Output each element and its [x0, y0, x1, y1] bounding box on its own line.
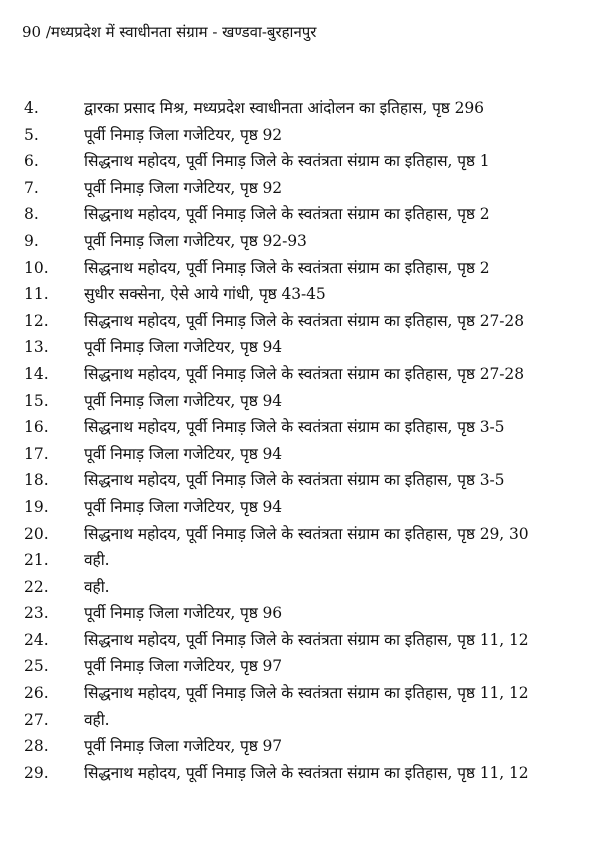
endnote-number: 12.: [24, 311, 49, 330]
endnote-item: [0, 334, 600, 361]
endnote-item: [0, 521, 600, 548]
endnote-number: 13.: [24, 338, 49, 357]
endnote-citation: सिद्धनाथ महोदय, पूर्वी निमाड़ जिले के स्वतंत्रता संग्राम का इतिहास, पृष्ठ 27-28: [84, 364, 524, 383]
endnote-item: [0, 361, 600, 388]
endnote-number: 29.: [24, 763, 49, 782]
endnote-citation: सिद्धनाथ महोदय, पूर्वी निमाड़ जिले के स्वतंत्रता संग्राम का इतिहास, पृष्ठ 1: [84, 152, 490, 171]
endnote-number: 21.: [24, 551, 49, 570]
endnote-item: [0, 414, 600, 441]
endnote-number: 24.: [24, 630, 49, 649]
endnote-item: [0, 441, 600, 468]
endnote-citation: पूर्वी निमाड़ जिला गजेटियर, पृष्ठ 94: [84, 444, 283, 463]
endnote-citation: वही.: [84, 710, 110, 729]
endnote-item: [0, 467, 600, 494]
endnote-number: 4.: [24, 99, 39, 117]
endnote-item: [0, 733, 600, 760]
endnote-number: 17.: [24, 444, 49, 463]
endnote-item: [0, 175, 600, 202]
endnote-item: [0, 574, 600, 601]
endnote-item: [0, 255, 600, 282]
endnote-citation: वही.: [84, 551, 110, 570]
endnote-number: 8.: [24, 205, 39, 224]
endnote-citation: पूर्वी निमाड़ जिला गजेटियर, पृष्ठ 96: [84, 604, 283, 623]
endnote-number: 11.: [24, 285, 49, 304]
endnote-citation: पूर्वी निमाड़ जिला गजेटियर, पृष्ठ 94: [84, 391, 283, 410]
endnote-citation: सिद्धनाथ महोदय, पूर्वी निमाड़ जिले के स्वतंत्रता संग्राम का इतिहास, पृष्ठ 2: [84, 258, 490, 277]
endnote-citation: वही.: [84, 577, 110, 596]
endnote-number: 27.: [24, 710, 49, 729]
endnote-citation: पूर्वी निमाड़ जिला गजेटियर, पृष्ठ 97: [84, 657, 283, 676]
endnote-citation: पूर्वी निमाड़ जिला गजेटियर, पृष्ठ 94: [84, 338, 283, 357]
endnotes-list: [0, 95, 600, 786]
endnote-number: 9.: [24, 231, 39, 250]
endnote-item: [0, 201, 600, 228]
endnote-citation: पूर्वी निमाड़ जिला गजेटियर, पृष्ठ 92: [84, 178, 283, 197]
endnote-item: [0, 148, 600, 175]
endnote-item: [0, 680, 600, 707]
endnote-number: 16.: [24, 418, 49, 437]
endnote-number: 26.: [24, 684, 49, 703]
endnote-citation: सिद्धनाथ महोदय, पूर्वी निमाड़ जिले के स्वतंत्रता संग्राम का इतिहास, पृष्ठ 11, 12: [84, 763, 529, 782]
endnote-item: [0, 653, 600, 680]
endnote-citation: सिद्धनाथ महोदय, पूर्वी निमाड़ जिले के स्वतंत्रता संग्राम का इतिहास, पृष्ठ 11, 12: [84, 630, 529, 649]
endnote-number: 10.: [24, 258, 49, 277]
endnote-item: [0, 95, 600, 122]
endnote-number: 19.: [24, 497, 49, 516]
endnote-item: [0, 228, 600, 255]
endnote-citation: सिद्धनाथ महोदय, पूर्वी निमाड़ जिले के स्वतंत्रता संग्राम का इतिहास, पृष्ठ 3-5: [84, 471, 505, 490]
endnote-item: [0, 600, 600, 627]
page-header: 90 /मध्यप्रदेश में स्वाधीनता संग्राम - खण्डवा-बुरहानपुर: [22, 23, 317, 41]
endnote-item: [0, 707, 600, 734]
endnote-citation: पूर्वी निमाड़ जिला गजेटियर, पृष्ठ 92: [84, 125, 283, 144]
endnote-citation: सिद्धनाथ महोदय, पूर्वी निमाड़ जिले के स्वतंत्रता संग्राम का इतिहास, पृष्ठ 29, 30: [84, 524, 529, 543]
endnote-item: [0, 627, 600, 654]
endnote-citation: पूर्वी निमाड़ जिला गजेटियर, पृष्ठ 97: [84, 737, 283, 756]
endnote-citation: पूर्वी निमाड़ जिला गजेटियर, पृष्ठ 92-93: [84, 231, 307, 250]
endnote-item: [0, 308, 600, 335]
endnote-citation: सिद्धनाथ महोदय, पूर्वी निमाड़ जिले के स्वतंत्रता संग्राम का इतिहास, पृष्ठ 11, 12: [84, 684, 529, 703]
endnote-citation: पूर्वी निमाड़ जिला गजेटियर, पृष्ठ 94: [84, 497, 283, 516]
endnote-number: 22.: [24, 577, 49, 596]
endnote-item: [0, 760, 600, 787]
endnote-item: [0, 388, 600, 415]
endnote-number: 23.: [24, 604, 49, 623]
endnote-number: 28.: [24, 737, 49, 756]
endnote-number: 18.: [24, 471, 49, 490]
endnote-number: 14.: [24, 364, 49, 383]
endnote-number: 6.: [24, 152, 39, 171]
endnote-item: [0, 547, 600, 574]
endnote-citation: द्वारका प्रसाद मिश्र, मध्यप्रदेश स्वाधीनता आंदोलन का इतिहास, पृष्ठ 296: [84, 99, 484, 117]
endnote-citation: सुधीर सक्सेना, ऐसे आये गांधी, पृष्ठ 43-45: [84, 285, 326, 304]
endnote-number: 20.: [24, 524, 49, 543]
endnote-citation: सिद्धनाथ महोदय, पूर्वी निमाड़ जिले के स्वतंत्रता संग्राम का इतिहास, पृष्ठ 2: [84, 205, 490, 224]
endnote-number: 5.: [24, 125, 39, 144]
endnote-citation: सिद्धनाथ महोदय, पूर्वी निमाड़ जिले के स्वतंत्रता संग्राम का इतिहास, पृष्ठ 3-5: [84, 418, 505, 437]
endnote-number: 7.: [24, 178, 39, 197]
endnote-number: 25.: [24, 657, 49, 676]
endnote-item: [0, 494, 600, 521]
endnote-citation: सिद्धनाथ महोदय, पूर्वी निमाड़ जिले के स्वतंत्रता संग्राम का इतिहास, पृष्ठ 27-28: [84, 311, 524, 330]
endnote-item: [0, 281, 600, 308]
endnote-number: 15.: [24, 391, 49, 410]
endnote-item: [0, 122, 600, 149]
